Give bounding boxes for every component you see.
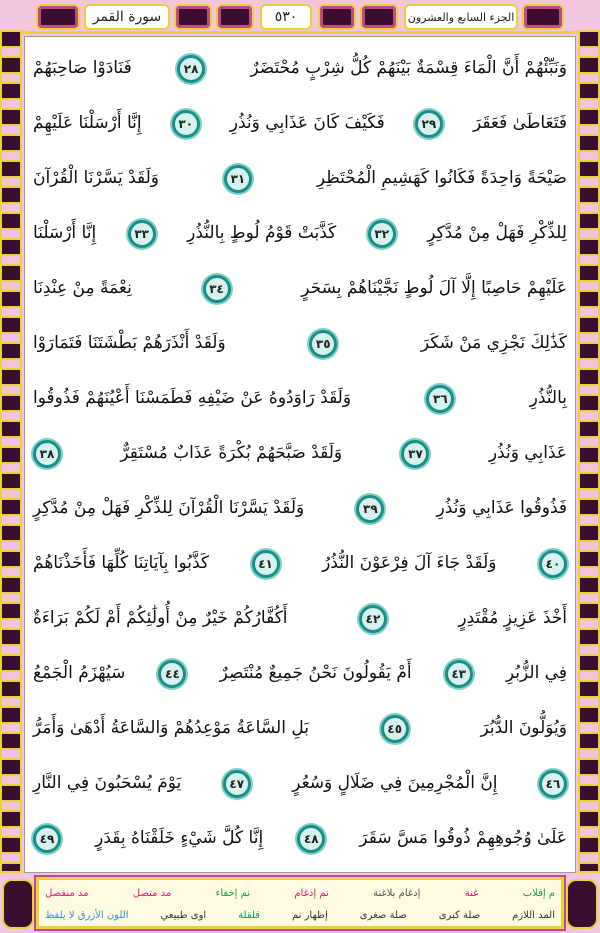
ayah-number-marker: ٣٨	[33, 440, 61, 468]
text-line	[33, 646, 567, 701]
ayah-number-marker: ٤٤	[158, 660, 186, 688]
text-line	[33, 41, 567, 96]
corner-ornament	[2, 879, 34, 929]
verse-text: وَلَقَدْ صَبَّحَهُمْ بُكْرَةً عَذَابٌ مُسْتَقِرٌّ	[120, 442, 343, 463]
ayah-number-marker: ٤٠	[539, 550, 567, 578]
ayah-number-marker: ٤٧	[223, 770, 251, 798]
verse-text: وَيُوَلُّونَ الدُّبُرَ	[480, 717, 567, 738]
legend-item: إظهار نم	[291, 909, 328, 921]
text-line	[33, 371, 567, 426]
verse-text: فَذُوقُوا عَذَابِي وَنُذُرِ	[436, 497, 567, 518]
verse-text: إِنَّا كُلَّ شَيْءٍ خَلَقْنَاهُ بِقَدَرٍ	[95, 827, 264, 848]
verse-text: إِنَّا أَرْسَلْنَا	[33, 222, 97, 243]
legend-item: غنة	[464, 887, 479, 899]
verse-text: أَمْ يَقُولُونَ نَحْنُ جَمِيعٌ مُنْتَصِرٌ	[219, 662, 412, 683]
verse-text: إِنَّ الْمُجْرِمِينَ فِي ضَلَالٍ وَسُعُرٍ	[292, 772, 498, 793]
verse-text: وَلَقَدْ يَسَّرْنَا الْقُرْآنَ	[33, 167, 160, 188]
ornament	[36, 4, 80, 30]
corner-ornament	[566, 879, 598, 929]
ornament	[216, 4, 254, 30]
text-line	[33, 536, 567, 591]
verse-text: فَتَعَاطَىٰ فَعَقَرَ	[472, 112, 567, 133]
legend-item: المد اللازم	[512, 909, 555, 921]
legend-row	[45, 882, 555, 904]
verse-text: عَلَيْهِمْ حَاصِبًا إِلَّا آلَ لُوطٍ نَجَّيْنَاهُمْ بِسَحَرٍ	[301, 277, 567, 298]
verse-text: بِالنُّذُرِ	[529, 387, 567, 408]
legend-item: صلة صغرى	[359, 909, 407, 921]
legend-item: صلة كبرى	[438, 909, 481, 921]
ayah-number-marker: ٣٥	[309, 330, 337, 358]
verse-text: وَنَبِّئْهُمْ أَنَّ الْمَاءَ قِسْمَةٌ بَيْنَهُمْ كُلُّ شِرْبٍ مُحْتَضَرٌ	[250, 57, 567, 78]
page-number: ٥٣٠	[260, 4, 312, 30]
juz-name: الجزء السابع والعشرون	[404, 4, 518, 30]
legend-row	[45, 904, 555, 926]
text-line	[33, 261, 567, 316]
verse-text: صَيْحَةً وَاحِدَةً فَكَانُوا كَهَشِيمِ الْمُحْتَظِرِ	[316, 167, 567, 188]
text-line	[33, 756, 567, 811]
verse-text: كَذَّبُوا بِآيَاتِنَا كُلِّهَا فَأَخَذْنَاهُمْ	[33, 552, 210, 573]
text-line	[33, 811, 567, 866]
ayah-number-marker: ٣٧	[401, 440, 429, 468]
ayah-number-marker: ٣٣	[128, 220, 156, 248]
verse-text: لِلذِّكْرِ فَهَلْ مِنْ مُدَّكِرٍ	[427, 222, 567, 243]
verse-text: عَلَىٰ وُجُوهِهِمْ ذُوقُوا مَسَّ سَقَرَ	[359, 827, 567, 848]
right-border	[578, 30, 600, 873]
verse-text: فِي الزُّبُرِ	[505, 662, 567, 683]
text-line	[33, 206, 567, 261]
quran-text-area	[24, 36, 576, 873]
verse-text: وَلَقَدْ يَسَّرْنَا الْقُرْآنَ لِلذِّكْرِ فَهَلْ مِنْ مُدَّكِرٍ	[33, 497, 305, 518]
legend-item: م إقلاب	[522, 887, 555, 899]
verse-text: كَذَٰلِكَ نَجْزِي مَنْ شَكَرَ	[420, 332, 567, 353]
verse-text: وَلَقَدْ جَاءَ آلَ فِرْعَوْنَ النُّذُرُ	[322, 552, 497, 573]
ayah-number-marker: ٤٣	[445, 660, 473, 688]
text-line	[33, 426, 567, 481]
ornament	[318, 4, 356, 30]
ayah-number-marker: ٤٢	[359, 605, 387, 633]
legend-item: نم إخفاء	[215, 887, 251, 899]
ornament	[360, 4, 398, 30]
ayah-number-marker: ٢٨	[177, 55, 205, 83]
text-line	[33, 96, 567, 151]
text-line	[33, 316, 567, 371]
ornament	[174, 4, 212, 30]
ayah-number-marker: ٣٠	[172, 110, 200, 138]
verse-text: بَلِ السَّاعَةُ مَوْعِدُهُمْ وَالسَّاعَةُ أَدْهَىٰ وَأَمَرُّ	[33, 717, 309, 738]
ayah-number-marker: ٤٩	[33, 825, 61, 853]
verse-text: وَلَقَدْ أَنْذَرَهُمْ بَطْشَتَنَا فَتَمَارَوْا	[33, 332, 226, 353]
text-line	[33, 591, 567, 646]
ayah-number-marker: ٤١	[252, 550, 280, 578]
legend-item: اوى طبيعي	[160, 909, 207, 921]
verse-text: وَلَقَدْ رَاوَدُوهُ عَنْ ضَيْفِهِ فَطَمَسْنَا أَعْيُنَهُمْ فَذُوقُوا	[33, 387, 352, 408]
verse-text: أَكُفَّارُكُمْ خَيْرٌ مِنْ أُولَٰئِكُمْ أَمْ لَكُمْ بَرَاءَةٌ	[33, 607, 288, 628]
surah-name: سورة القمر	[84, 4, 170, 30]
legend-item: اللون الأزرق لا يلفظ	[45, 909, 129, 921]
ayah-number-marker: ٣٢	[368, 220, 396, 248]
verse-text: نِعْمَةً مِنْ عِنْدِنَا	[33, 277, 132, 298]
text-line	[33, 481, 567, 536]
verse-text: إِنَّا أَرْسَلْنَا عَلَيْهِمْ	[33, 112, 142, 133]
legend-item: إدغام بلاغنة	[373, 887, 421, 899]
verse-text: سَيُهْزَمُ الْجَمْعُ	[33, 662, 126, 683]
verse-text: أَخْذَ عَزِيزٍ مُقْتَدِرٍ	[458, 607, 567, 628]
verse-text: عَذَابِي وَنُذُرِ	[488, 442, 567, 463]
text-line	[33, 701, 567, 756]
verse-text: كَذَّبَتْ قَوْمُ لُوطٍ بِالنُّذُرِ	[187, 222, 337, 243]
legend-item: مد منفصل	[45, 887, 89, 899]
ayah-number-marker: ٣٦	[426, 385, 454, 413]
legend-item: نم إدغام	[294, 887, 329, 899]
ornament	[522, 4, 564, 30]
verse-text: فَكَيْفَ كَانَ عَذَابِي وَنُذُرِ	[229, 112, 385, 133]
legend-item: مد متصل	[132, 887, 172, 899]
ayah-number-marker: ٤٦	[539, 770, 567, 798]
tajweed-legend	[36, 877, 564, 929]
verse-text: فَنَادَوْا صَاحِبَهُمْ	[33, 57, 132, 78]
text-line	[33, 151, 567, 206]
left-border	[0, 30, 22, 873]
verse-text: يَوْمَ يُسْحَبُونَ فِي النَّارِ	[33, 772, 182, 793]
ayah-number-marker: ٣٤	[203, 275, 231, 303]
ayah-number-marker: ٤٥	[381, 715, 409, 743]
page-header	[0, 0, 600, 34]
ayah-number-marker: ٣١	[224, 165, 252, 193]
ayah-number-marker: ٤٨	[297, 825, 325, 853]
ayah-number-marker: ٢٩	[415, 110, 443, 138]
legend-item: قلقلة	[238, 909, 260, 921]
ayah-number-marker: ٣٩	[356, 495, 384, 523]
